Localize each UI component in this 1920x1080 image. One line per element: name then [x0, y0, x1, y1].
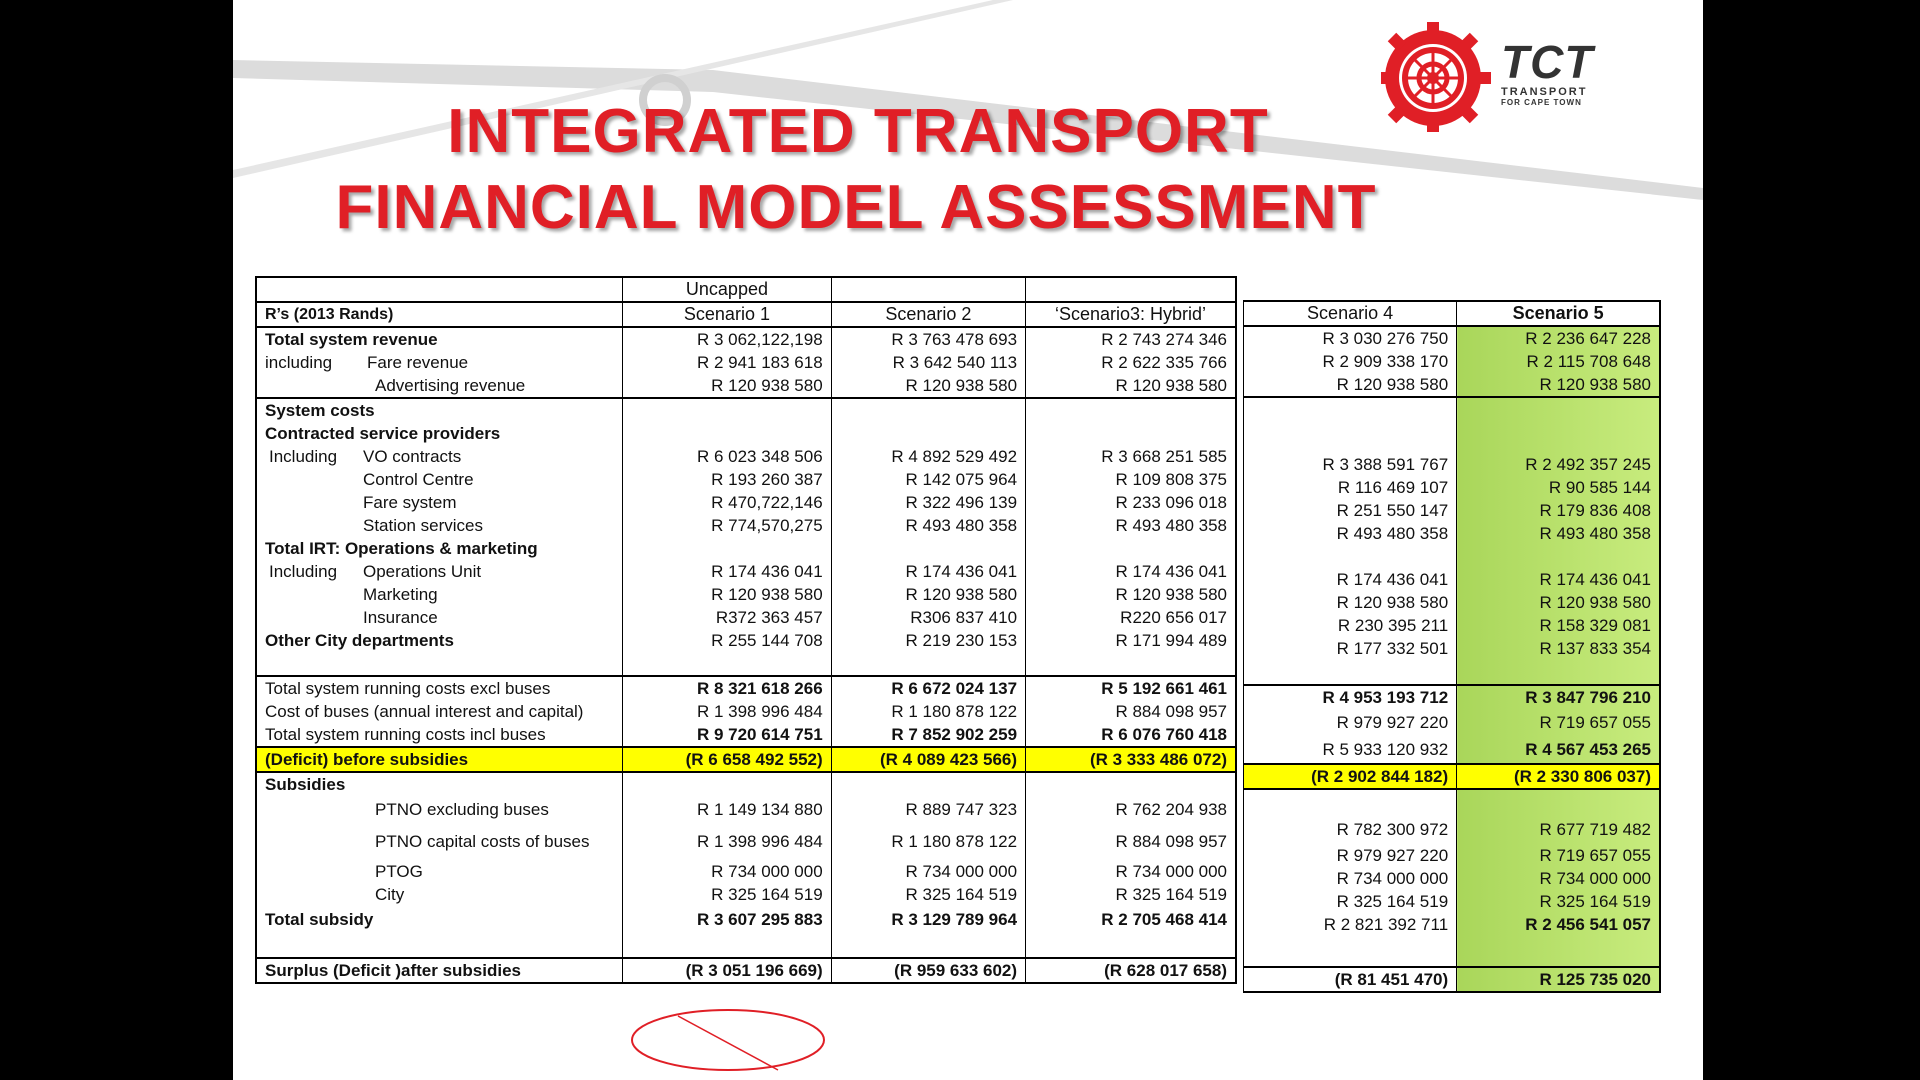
row-surplus-after: Surplus (Deficit )after subsidies (R 3 051 196 669) (R 959 633 602) (R 628 017 658): [256, 958, 1236, 983]
row-total-subsidy: Total subsidy R 3 607 295 883 R 3 129 789 964 R 2 705 468 414: [256, 906, 1236, 934]
row-total-revenue: Total system revenue R 3 062,122,198 R 3 763 478 693 R 2 743 274 346: [256, 327, 1236, 351]
row-total-irt: Total IRT: Operations & marketing: [256, 537, 1236, 560]
header-row-right: [1244, 301, 1661, 326]
row-fare-system: Fare system R 470,722,146 R 322 496 139 R 233 096 018: [256, 491, 1236, 514]
units-label: R’s (2013 Rands): [256, 302, 623, 327]
row-ptno-excl: PTNO excluding buses R 1 149 134 880 R 889 747 323 R 762 204 938: [256, 796, 1236, 824]
row-vo-contracts: Including VO contracts R 6 023 348 506 R 4 892 529 492 R 3 668 251 585: [256, 445, 1236, 468]
row-system-costs: System costs: [256, 398, 1236, 422]
row-running-excl: Total system running costs excl buses R 8 321 618 266 R 6 672 024 137 R 5 192 661 461: [256, 676, 1236, 700]
header-uncapped: Uncapped: [623, 277, 831, 302]
row-city: City R 325 164 519 R 325 164 519 R 325 164 519: [256, 883, 1236, 906]
col-header-s4: Scenario 4: [1244, 301, 1457, 326]
financial-table-scenarios-4-5: Scenario 4 Scenario 5 R 3 030 276 750 R 2 236 647 228 R 2 909 338 170 R 2 115 708 648 R 120 938 580 R 120 938 580 R 3 388 591 767 R 2 492 357 245 R 116 469 107 R 90 585 144 R 251 550 147 R 179 836 408 R 493 480 358 R 493 480 358 R 174 436 041 R 174 436 041 R 120 938 580 R 120 938 580 R 230 395 211 R 158 329 081 R 177 332 501 R 137 833 354 R 4 953 193 712 R 3 847 796 210 R 979 927 220 R 719 657 055 R 5 933 120 932 R 4 567 453 265 (R 2 902 844 182) (R 2 330 806 037) R 782 300 972 R 677 719 482 R 979 927 220 R 719 657 055 R 734 000 000 R 734 000 000 R 325 164 519 R 325 164 519 R 2 821 392 711 R 2 456 541 057 (R 81 451 470) R 125 735 020: [1243, 300, 1661, 993]
row-fare-revenue: including Fare revenue R 2 941 183 618 R 3 642 540 113 R 2 622 335 766: [256, 351, 1236, 374]
col-header-s5: Scenario 5: [1457, 301, 1660, 326]
slide: [233, 0, 1703, 1080]
logo-text: [1501, 36, 1594, 107]
row-marketing: Marketing R 120 938 580 R 120 938 580 R 120 938 580: [256, 583, 1236, 606]
row-other-city: Other City departments R 255 144 708 R 219 230 153 R 171 994 489: [256, 629, 1236, 652]
row-cost-buses: Cost of buses (annual interest and capital) R 1 398 996 484 R 1 180 878 122 R 884 098 957: [256, 700, 1236, 723]
row-ad-revenue: Advertising revenue R 120 938 580 R 120 938 580 R 120 938 580: [256, 374, 1236, 398]
row-deficit-before: (Deficit) before subsidies (R 6 658 492 552) (R 4 089 423 566) (R 3 333 486 072): [256, 747, 1236, 772]
title-line-1: INTEGRATED TRANSPORT: [447, 97, 1269, 166]
red-circle-annotation: [628, 1006, 828, 1076]
logo-sub2: FOR CAPE TOWN: [1501, 98, 1582, 107]
title-line-2: FINANCIAL MODEL ASSESSMENT: [335, 173, 1377, 242]
row-ops-unit: Including Operations Unit R 174 436 041 R 174 436 041 R 174 436 041: [256, 560, 1236, 583]
header-row: [256, 302, 1236, 327]
col-header-s1: Scenario 1: [623, 302, 831, 327]
col-header-s3: ‘Scenario3: Hybrid’: [1026, 302, 1236, 327]
logo-abbr: TCT: [1501, 36, 1594, 88]
header-row-top: [256, 277, 1236, 302]
row-running-incl: Total system running costs incl buses R 9 720 614 751 R 7 852 902 259 R 6 076 760 418: [256, 723, 1236, 747]
financial-table-main: [255, 276, 1237, 984]
row-ptog: PTOG R 734 000 000 R 734 000 000 R 734 000 000: [256, 860, 1236, 883]
row-station-services: Station services R 774,570,275 R 493 480 358 R 493 480 358: [256, 514, 1236, 537]
row-spacer-2: [256, 934, 1236, 958]
row-spacer-1: [256, 652, 1236, 676]
col-header-s2: Scenario 2: [831, 302, 1025, 327]
row-ptno-capital: PTNO capital costs of buses R 1 398 996 484 R 1 180 878 122 R 884 098 957: [256, 824, 1236, 860]
row-control-centre: Control Centre R 193 260 387 R 142 075 964 R 109 808 375: [256, 468, 1236, 491]
row-insurance: Insurance R372 363 457 R306 837 410 R220 656 017: [256, 606, 1236, 629]
row-subsidies: Subsidies: [256, 772, 1236, 796]
row-contracted: Contracted service providers: [256, 422, 1236, 445]
logo-sub1: TRANSPORT: [1501, 86, 1588, 98]
